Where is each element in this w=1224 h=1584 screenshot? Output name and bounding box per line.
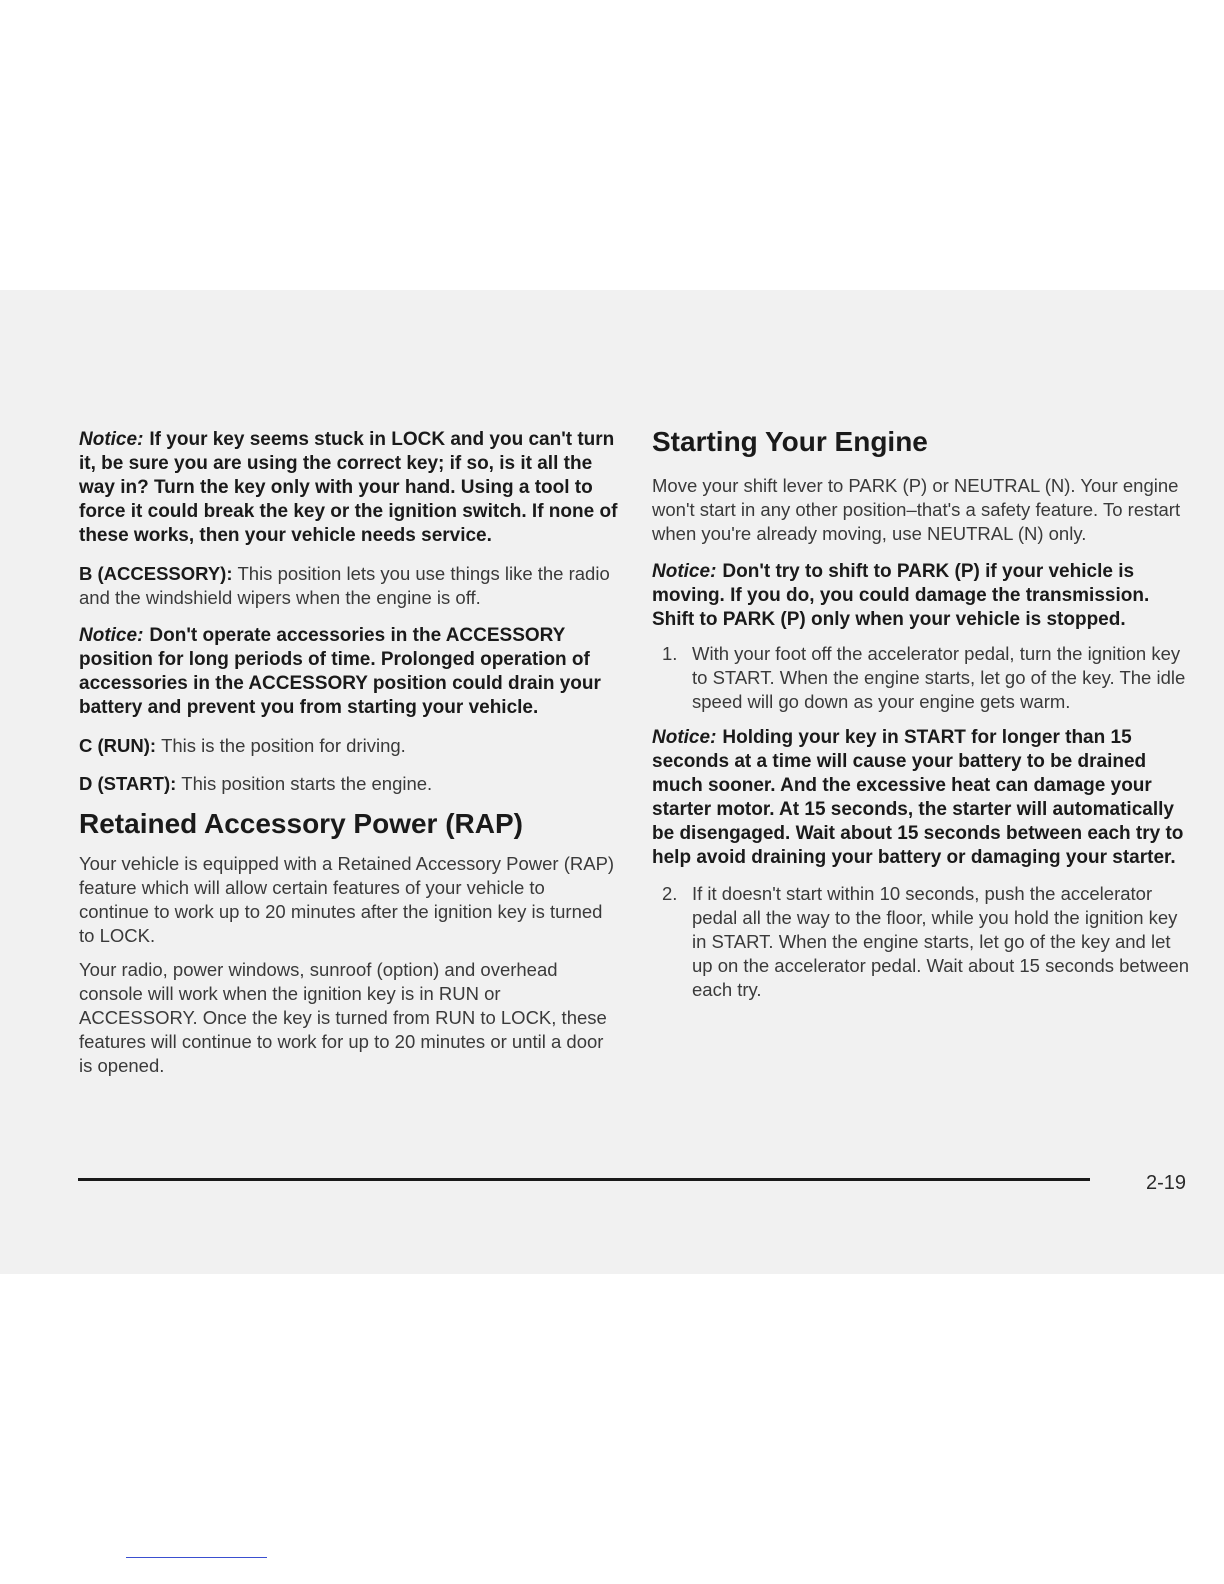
- footer-rule: [78, 1178, 1090, 1181]
- notice-label: Notice:: [652, 561, 717, 582]
- notice-text: Don't operate accessories in the ACCESSORY position for long periods of time. Prolonged operation of accessories in the ACCESSORY position could drain your battery and prevent you from starting your vehicle.: [79, 625, 601, 718]
- step-text: If it doesn't start within 10 seconds, push the accelerator pedal all the way to the floor, while you hold the ignition key in START. When the engine starts, let go of the key and let up on the accelerator pedal. Wait about 15 seconds between each try.: [692, 883, 1190, 1000]
- notice-label: Notice:: [652, 727, 717, 748]
- step-1: [652, 642, 1192, 714]
- run-position: [79, 734, 619, 758]
- notice-key-stuck: [79, 428, 619, 548]
- notice-text: Don't try to shift to PARK (P) if your vehicle is moving. If you do, you could damage the transmission. Shift to PARK (P) only when your vehicle is stopped.: [652, 561, 1150, 630]
- notice-label: Notice:: [79, 625, 144, 646]
- notice-text: If your key seems stuck in LOCK and you can't turn it, be sure you are using the correct key; if so, is it all the way in? Turn the key only with your hand. Using a tool to force it could break the key or the ignition switch. If none of these works, then your vehicle needs service.: [79, 429, 618, 546]
- accessory-term: B (ACCESSORY):: [79, 563, 233, 584]
- bottom-link-underline: [126, 1557, 267, 1558]
- notice-label: Notice:: [79, 429, 144, 450]
- accessory-text: This position lets you use things like the radio and the windshield wipers when the engine is off.: [79, 563, 610, 608]
- start-term: D (START):: [79, 773, 177, 794]
- notice-park-shift: [652, 560, 1192, 632]
- rap-heading: Retained Accessory Power (RAP): [79, 808, 523, 839]
- run-text: This is the position for driving.: [161, 735, 406, 756]
- right-column: [652, 424, 1192, 1002]
- run-term: C (RUN):: [79, 735, 157, 756]
- accessory-position: [79, 562, 619, 610]
- page-number: 2-19: [1146, 1172, 1187, 1194]
- starting-intro: Move your shift lever to PARK (P) or NEUTRAL (N). Your engine won't start in any other position–that's a safety feature. To restart when you're already moving, use NEUTRAL (N) only.: [652, 475, 1181, 544]
- start-text: This position starts the engine.: [181, 773, 433, 794]
- notice-start-duration: [652, 726, 1192, 870]
- notice-text: Holding your key in START for longer than 15 seconds at a time will cause your battery to be drained much sooner. And the excessive heat can damage your starter motor. At 15 seconds, the starter will automatically be disengaged. Wait about 15 seconds between each try to help avoid draining your battery or damaging your starter.: [652, 727, 1184, 868]
- step-number: 2.: [662, 883, 678, 904]
- left-column: [79, 428, 619, 1078]
- step-text: With your foot off the accelerator pedal, turn the ignition key to START. When the engine starts, let go of the key. The idle speed will go down as your engine gets warm.: [692, 643, 1186, 712]
- starting-engine-heading: Starting Your Engine: [652, 426, 928, 457]
- start-position: [79, 772, 619, 796]
- rap-paragraph-1: Your vehicle is equipped with a Retained Accessory Power (RAP) feature which will allow certain features of your vehicle to continue to work up to 20 minutes after the ignition key is turned to LOCK.: [79, 853, 615, 946]
- rap-paragraph-2: Your radio, power windows, sunroof (option) and overhead console will work when the ignition key is in RUN or ACCESSORY. Once the key is turned from RUN to LOCK, these features will continue to work for up to 20 minutes or until a door is opened.: [79, 959, 607, 1076]
- step-2: [652, 882, 1192, 1002]
- step-number: 1.: [662, 643, 678, 664]
- notice-accessories: [79, 624, 619, 720]
